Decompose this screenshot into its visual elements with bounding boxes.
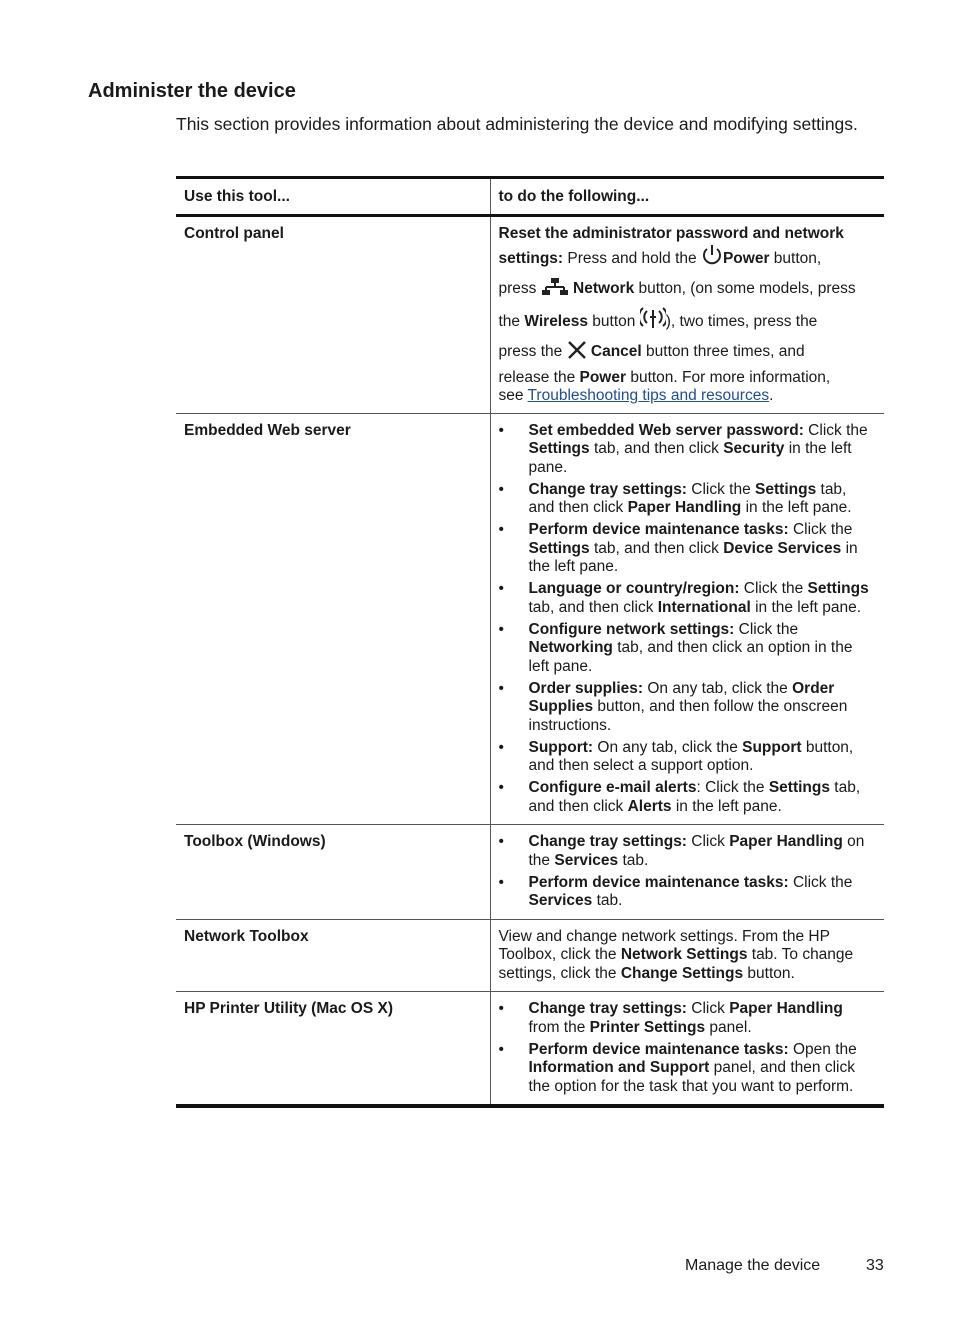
- troubleshooting-link[interactable]: Troubleshooting tips and resources: [527, 386, 770, 404]
- bullet-marker: •: [498, 1000, 504, 1017]
- list-item: [499, 1041, 877, 1097]
- bullet-marker: •: [498, 521, 504, 538]
- bold-text: Paper Handling: [627, 499, 742, 516]
- bold-text: Settings: [807, 580, 869, 597]
- power-icon: [701, 243, 723, 276]
- text: Click: [686, 833, 730, 850]
- bold-text: Support: [742, 738, 802, 756]
- bullet-marker: •: [498, 833, 504, 850]
- bold-text: Settings: [768, 779, 830, 796]
- bold-text: Perform device maintenance tasks:: [528, 1040, 789, 1058]
- list-item: [499, 680, 877, 736]
- text: the: [498, 312, 525, 330]
- bold-text: Printer Settings: [589, 1018, 706, 1036]
- bold-text: Settings: [528, 539, 590, 557]
- text: Click the: [686, 480, 756, 498]
- network-label: Network: [573, 279, 635, 297]
- text: panel.: [705, 1018, 752, 1036]
- bold-text: Perform device maintenance tasks:: [528, 873, 789, 891]
- wireless-icon: [640, 306, 666, 339]
- table-row-control-panel: [176, 215, 884, 413]
- text: in the left pane.: [750, 598, 862, 616]
- table-row-network-toolbox: [176, 919, 884, 992]
- bullet-marker: •: [498, 779, 504, 796]
- bold-text: Settings: [528, 440, 590, 457]
- text: panel, and then click the option for the task that you want to perform.: [528, 1059, 855, 1095]
- bold-text: Configure network settings:: [528, 620, 735, 638]
- text: Open the: [788, 1040, 857, 1058]
- tools-table: [176, 176, 884, 1108]
- bullet-list: [499, 833, 877, 911]
- text: tab. To change settings, click the: [498, 946, 854, 982]
- bold-text: settings:: [498, 249, 564, 267]
- list-item: [499, 580, 877, 617]
- bold-text: Change tray settings:: [528, 480, 687, 498]
- text: View and change network settings. From the HP Toolbox, click the: [498, 927, 830, 963]
- bullet-marker: •: [498, 580, 504, 597]
- power-label: Power: [722, 249, 770, 267]
- text: button.: [743, 964, 795, 982]
- text: .: [769, 386, 774, 404]
- list-item: [499, 779, 877, 816]
- wireless-label: Wireless: [524, 312, 588, 330]
- bullet-list: [499, 1000, 877, 1096]
- list-item: [499, 833, 877, 870]
- text: in the left pane.: [528, 539, 858, 575]
- tool-name: Toolbox (Windows): [184, 833, 326, 850]
- text: release the: [498, 368, 580, 386]
- table-row-toolbox: [176, 825, 884, 920]
- bold-text: Configure e-mail alerts: [528, 779, 697, 796]
- text: tab, and then click: [589, 539, 724, 557]
- table-header-row: [176, 178, 884, 216]
- control-panel-description: [490, 215, 884, 413]
- text: button, and then select a support option.: [528, 738, 854, 774]
- text: Click the: [803, 421, 868, 439]
- bullet-marker: •: [498, 873, 504, 891]
- bold-text: Change tray settings:: [528, 833, 687, 850]
- text: tab, and then click: [528, 598, 658, 616]
- bold-text: Networking: [528, 639, 613, 656]
- footer-section-title: Manage the device: [685, 1257, 821, 1274]
- mac-description: [490, 992, 884, 1107]
- text: see: [498, 386, 528, 404]
- bold-text: Services: [528, 892, 593, 909]
- bold-text: Security: [723, 440, 785, 457]
- list-item: [499, 621, 877, 677]
- text: : Click the: [696, 779, 769, 796]
- text: press: [498, 279, 541, 297]
- intro-paragraph: This section provides information about administering the device and modifying settings.: [176, 114, 858, 134]
- text: ), two times, press the: [665, 312, 818, 330]
- text: button. For more information,: [626, 368, 831, 386]
- text: On any tab, click the: [593, 738, 743, 756]
- bullet-marker: •: [498, 1040, 504, 1058]
- text: from the: [528, 1018, 590, 1036]
- text: On any tab, click the: [643, 679, 793, 697]
- bullet-marker: •: [498, 620, 504, 638]
- bold-text: Order supplies:: [528, 679, 644, 697]
- bold-text: Language or country/region:: [528, 580, 740, 597]
- list-item: [499, 481, 877, 518]
- ews-description: [490, 413, 884, 825]
- bold-text: Alerts: [627, 797, 672, 815]
- list-item: [499, 874, 877, 911]
- bold-text: Settings: [755, 480, 817, 498]
- text: Click the: [734, 620, 799, 638]
- page-heading: Administer the device: [88, 80, 296, 102]
- page-number: 33: [866, 1257, 884, 1274]
- text: press the: [498, 342, 567, 360]
- tool-name: Network Toolbox: [184, 927, 309, 945]
- text: in the left pane.: [741, 499, 852, 516]
- bold-text: Order Supplies: [528, 679, 835, 715]
- tool-name: HP Printer Utility (Mac OS X): [184, 1000, 394, 1017]
- bold-text: Device Services: [723, 539, 842, 557]
- list-item: [499, 422, 877, 478]
- text: button: [587, 312, 640, 330]
- text: Press and hold the: [563, 249, 701, 267]
- table-row-mac: [176, 992, 884, 1107]
- bold-text: Services: [554, 851, 619, 869]
- bullet-marker: •: [498, 480, 504, 498]
- tool-name: Embedded Web server: [184, 421, 351, 439]
- text: Click the: [788, 873, 853, 891]
- bold-text: International: [657, 598, 751, 616]
- header-tool: Use this tool...: [184, 188, 290, 205]
- bold-text: Paper Handling: [729, 833, 843, 850]
- text: in the left pane.: [671, 797, 782, 815]
- text: Click the: [788, 521, 853, 538]
- text: tab, and then click an option in the left pane.: [528, 639, 853, 675]
- text: in the left pane.: [528, 440, 852, 476]
- bullet-marker: •: [498, 679, 504, 697]
- text: Click the: [739, 580, 808, 597]
- text: on the: [528, 833, 865, 869]
- network-toolbox-description: [490, 919, 884, 992]
- bullet-marker: •: [498, 421, 504, 439]
- list-item: [499, 739, 877, 776]
- header-action: to do the following...: [490, 178, 884, 216]
- text: button,: [769, 249, 822, 267]
- bullet-list: [499, 422, 877, 817]
- cancel-x-icon: [567, 340, 587, 369]
- bold-text: Reset the administrator password and network: [498, 224, 844, 242]
- text: tab, and then click: [589, 440, 724, 457]
- bold-text: Support:: [528, 738, 594, 756]
- cancel-label: Cancel: [590, 342, 642, 360]
- text: button three times, and: [641, 342, 805, 360]
- toolbox-description: [490, 825, 884, 920]
- bold-text: Network Settings: [620, 946, 748, 963]
- network-icon: [541, 277, 569, 306]
- text: tab.: [592, 892, 623, 909]
- bold-text: Perform device maintenance tasks:: [528, 521, 789, 538]
- text: button, (on some models, press: [634, 279, 856, 297]
- bold-text: Information and Support: [528, 1059, 710, 1076]
- list-item: [499, 521, 877, 577]
- bold-text: Set embedded Web server password:: [528, 421, 804, 439]
- bullet-marker: •: [498, 738, 504, 756]
- bold-text: Power: [579, 368, 627, 386]
- text: tab, and then click: [528, 779, 861, 815]
- text: Click: [686, 1000, 730, 1017]
- list-item: [499, 1000, 877, 1037]
- bold-text: Paper Handling: [729, 1000, 843, 1017]
- bold-text: Change Settings: [620, 964, 744, 982]
- text: button, and then follow the onscreen instructions.: [528, 698, 848, 734]
- text: tab, and then click: [528, 480, 847, 516]
- text: tab.: [618, 851, 649, 869]
- bold-text: Change tray settings:: [528, 1000, 687, 1017]
- tool-name: Control panel: [184, 224, 284, 242]
- table-row-ews: [176, 413, 884, 825]
